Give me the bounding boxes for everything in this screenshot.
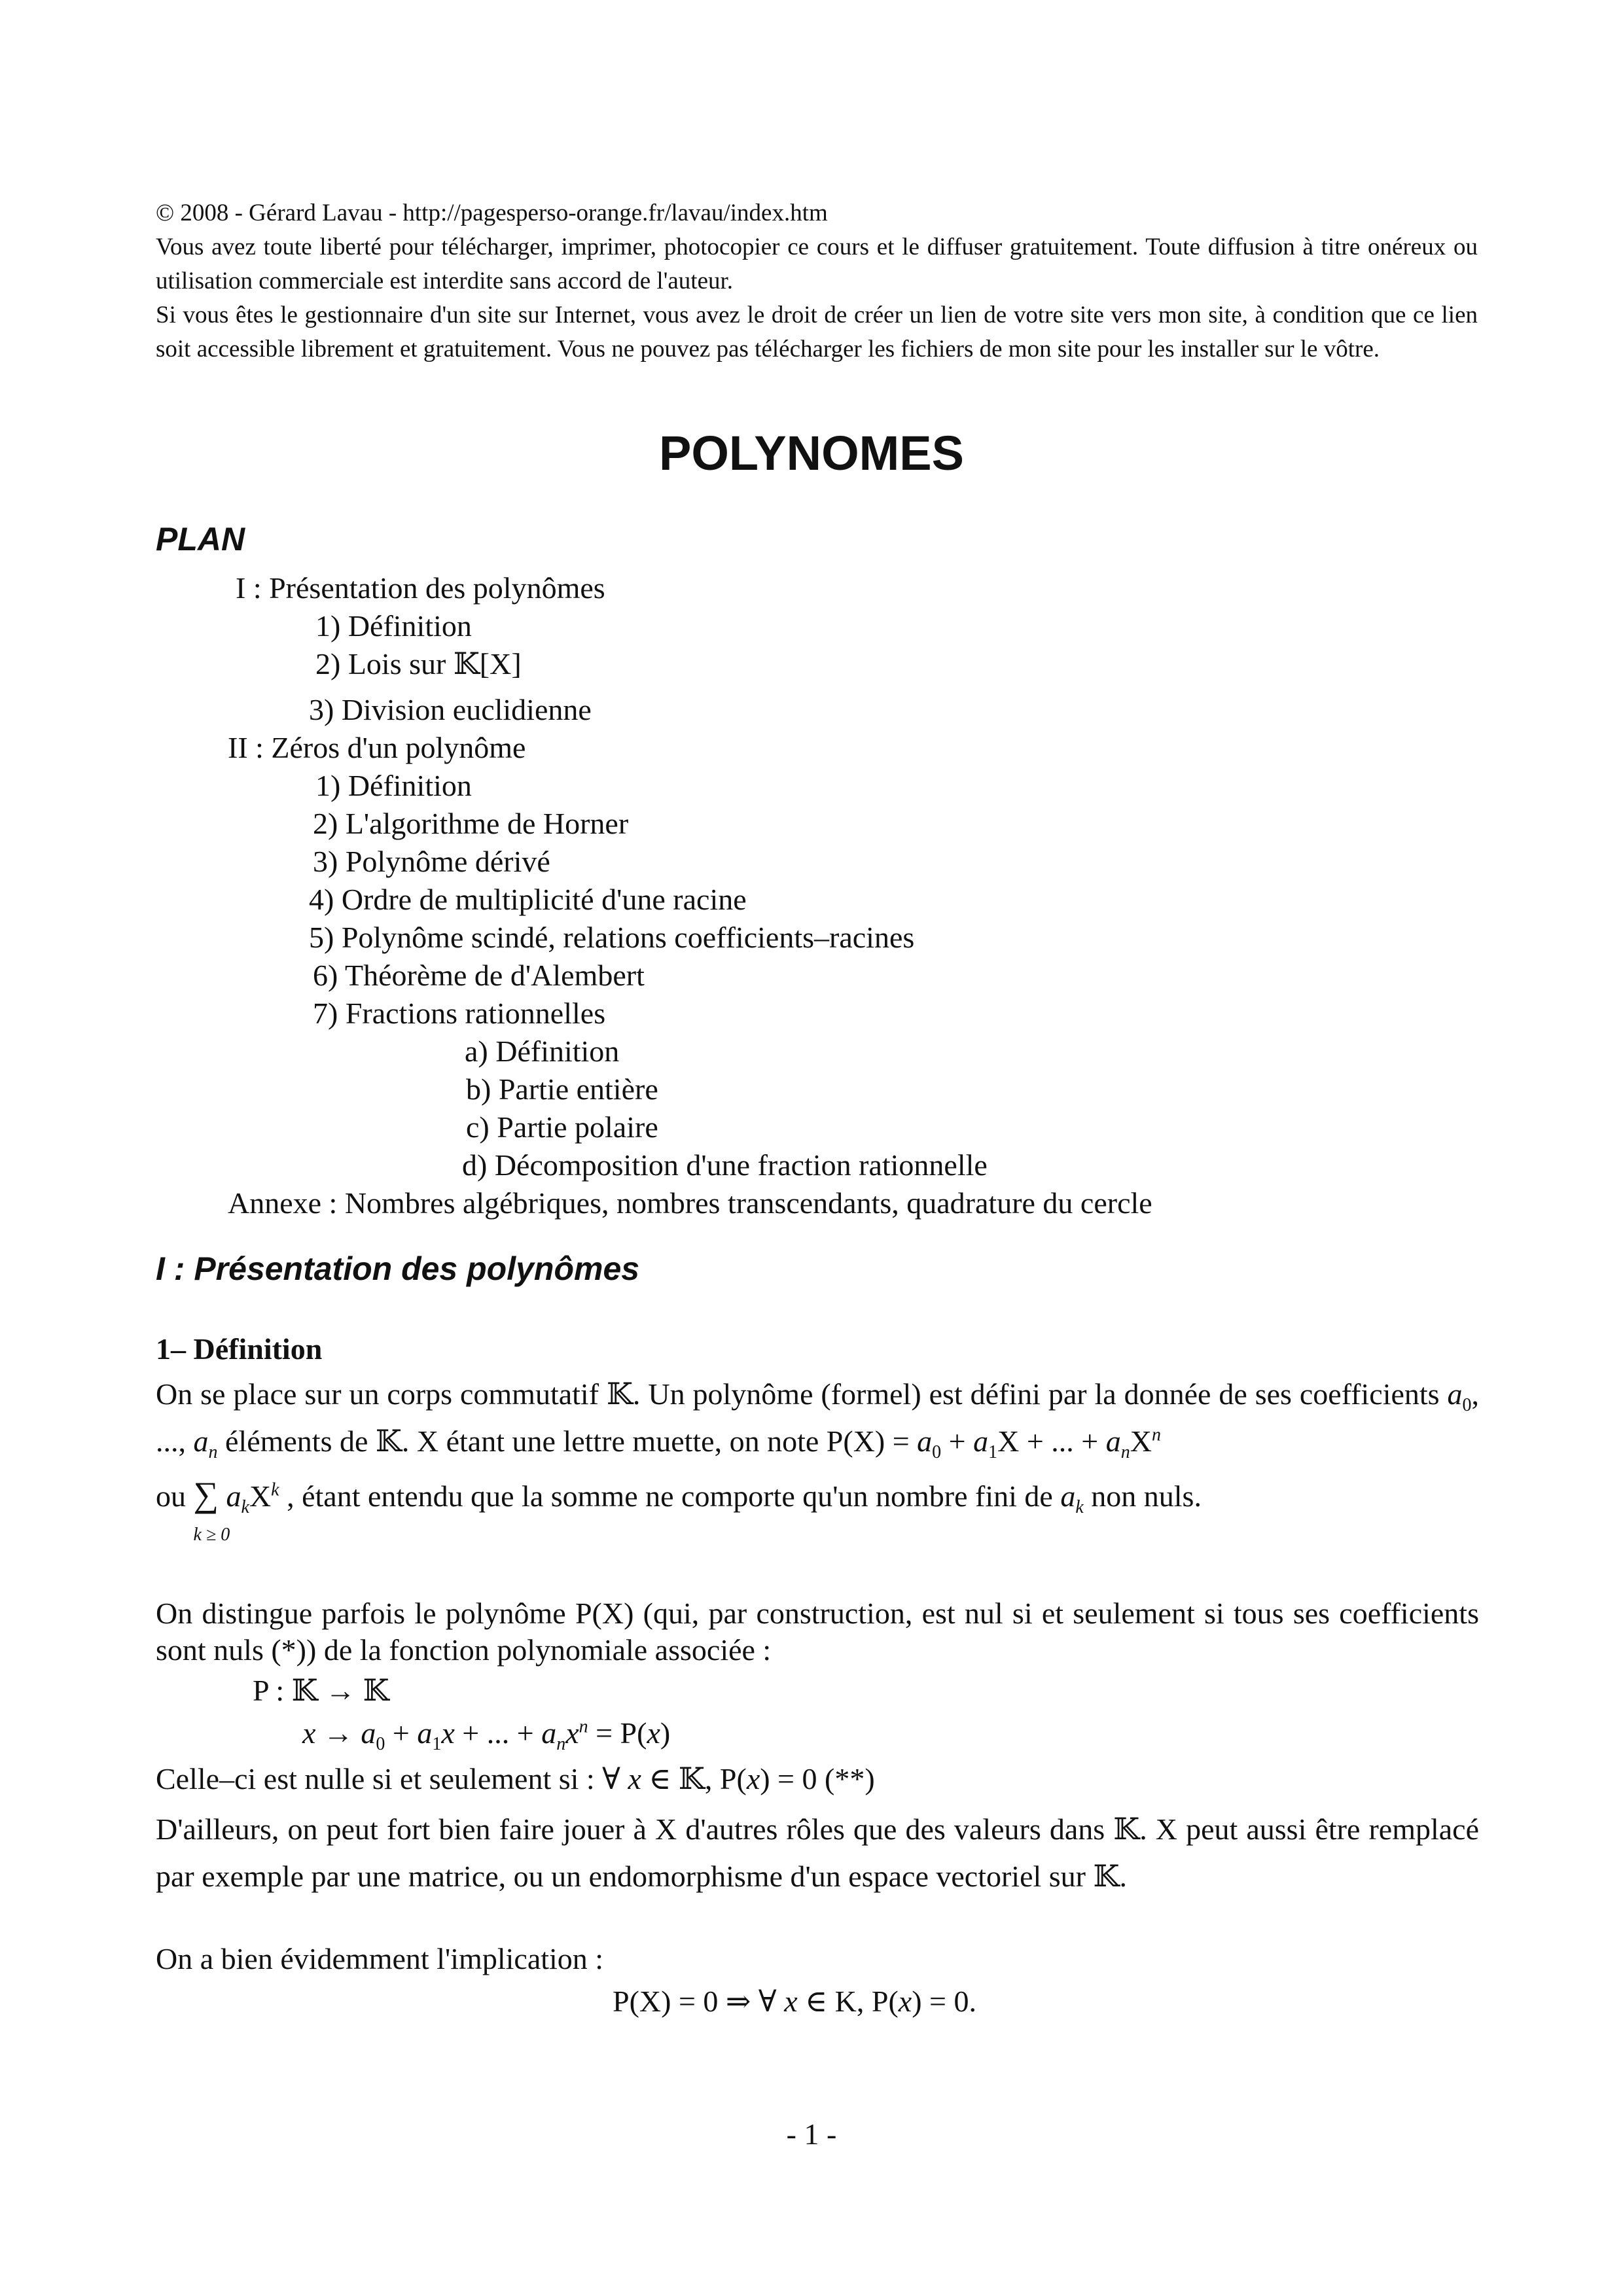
sum-notation-line: ou ∑ k ≥ 0 $a_kX^k$ , étant entendu que la somme ne comporte qu'un nombre fini de $a_k$ non nuls. <box>156 1475 1202 1545</box>
toc-item: II : Zéros d'un polynôme <box>228 731 526 764</box>
toc-item: 4) Ordre de multiplicité d'une racine <box>309 883 747 916</box>
license-paragraph: Vous avez toute liberté pour télécharger, imprimer, photocopier ce cours et le diffuser gratuitement. Toute diffusion à titre onéreux ou utilisation commerciale est interdite sans accord de l'auteur. <box>156 234 1478 294</box>
document-title: POLYNOMES <box>658 426 965 480</box>
toc-item: b) Partie entière <box>466 1072 658 1106</box>
implication-intro: On a bien évidemment l'implication : <box>156 1942 604 1975</box>
zero-function-line: Celle–ci est nulle si et seulement si : ∀ x ∈ 𝕂, P(x) = 0 (**) <box>156 1762 875 1795</box>
sum-symbol: ∑ k ≥ 0 <box>193 1475 230 1545</box>
toc-item: d) Décomposition d'une fraction rationnelle <box>462 1148 988 1182</box>
plan-heading: PLAN <box>156 521 245 557</box>
page-number: - 1 - <box>786 2117 837 2151</box>
map-line-2: $x \to a_0 + a_1x$ + ... + $a_nx^n = P(x)$ <box>302 1716 671 1755</box>
map-line-1: P : 𝕂 → 𝕂 <box>253 1674 389 1707</box>
roles-paragraph: D'ailleurs, on peut fort bien faire jouer à X d'autres rôles que des valeurs dans 𝕂. X peut aussi être remplacé par exemple par une matrice, ou un endomorphisme d'un espace vectoriel sur 𝕂. <box>156 1812 1479 1893</box>
toc-item: 3) Polynôme dérivé <box>313 845 550 878</box>
toc-item: 1) Définition <box>315 769 472 802</box>
toc-item: Annexe : Nombres algébriques, nombres transcendants, quadrature du cercle <box>228 1186 1152 1220</box>
distinction-paragraph: On distingue parfois le polynôme P(X) (qui, par construction, est nul si et seulement si tous ses coefficients sont nuls (*)) de la fonction polynomiale associée : <box>156 1597 1479 1667</box>
copyright-line: © 2008 - Gérard Lavau - http://pagesperso-orange.fr/lavau/index.htm <box>156 200 828 226</box>
toc-item: 1) Définition <box>315 609 472 643</box>
link-policy-paragraph: Si vous êtes le gestionnaire d'un site sur Internet, vous avez le droit de créer un lien de votre site vers mon site, à condition que ce lien soit accessible librement et gratuitement. Vous ne pouvez pas télécharger les fichiers de mon site pour les installer sur le vôtre. <box>156 302 1478 362</box>
toc-item: a) Définition <box>465 1034 620 1068</box>
toc-item: c) Partie polaire <box>466 1110 658 1144</box>
toc-item: I : Présentation des polynômes <box>236 571 605 605</box>
implication-formula: P(X) = 0 ⇒ ∀ x ∈ K, P(x) = 0. <box>613 1985 976 2018</box>
subsection-heading: 1– Définition <box>156 1332 323 1366</box>
toc-item: 3) Division euclidienne <box>309 693 592 726</box>
toc-item: 2) Lois sur 𝕂[X] <box>315 647 522 680</box>
toc-item: 7) Fractions rationnelles <box>313 997 606 1030</box>
toc-item: 6) Théorème de d'Alembert <box>313 959 645 992</box>
definition-text: On se place sur un corps commutatif 𝕂. Un polynôme (formel) est défini par la donnée de ses coefficients $a_0$, ..., $a_n$ éléments de 𝕂. X étant une lettre muette, on note $P(X) = a_0 + a_1X$ + ... + $a_nX^n$ <box>156 1377 1479 1463</box>
toc-item: 2) L'algorithme de Horner <box>313 807 629 840</box>
definition-paragraph <box>156 1371 1479 1465</box>
section-heading: I : Présentation des polynômes <box>156 1250 640 1287</box>
toc-item: 5) Polynôme scindé, relations coefficients–racines <box>309 921 915 954</box>
copyright-block <box>156 196 1478 366</box>
